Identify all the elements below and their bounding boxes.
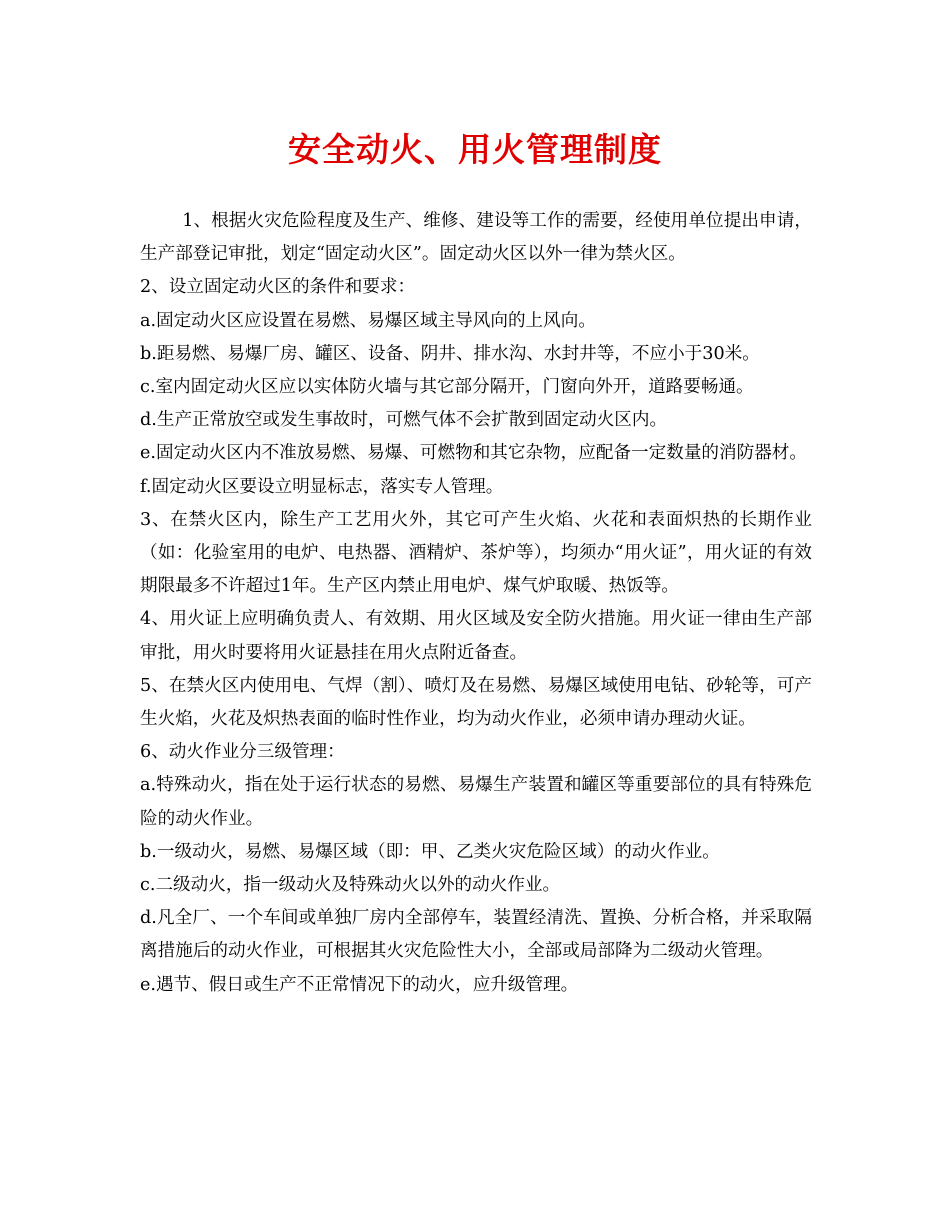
document-title: 安全动火、用火管理制度 [288,130,662,169]
paragraph-3: 3、在禁火区内，除生产工艺用火外，其它可产生火焰、火花和表面炽热的长期作业（如：化验室用的电炉、电热器、酒精炉、茶炉等），均须办“用火证”，用火证的有效期限最多不许超过1年。生产区内禁止用电炉、煤气炉取暖、热饭等。 [140,509,812,597]
paragraph-6: 6、动火作业分三级管理： [140,742,345,763]
paragraph-2a: a.固定动火区应设置在易燃、易爆区域主导风向的上风向。 [140,310,596,331]
paragraph-2b: b.距易燃、易爆厂房、罐区、设备、阴井、排水沟、水封井等，不应小于30米。 [140,343,760,364]
document-body [140,205,812,1002]
paragraph-6e: e.遇节、假日或生产不正常情况下的动火，应升级管理。 [140,974,579,995]
paragraph-2: 2、设立固定动火区的条件和要求： [140,277,416,298]
paragraph-1: 1、根据火灾危险程度及生产、维修、建设等工作的需要，经使用单位提出申请，生产部登记审批，划定“固定动火区”。固定动火区以外一律为禁火区。 [140,211,812,265]
paragraph-6a: a.特殊动火，指在处于运行状态的易燃、易爆生产装置和罐区等重要部位的具有特殊危险的动火作业。 [140,775,812,829]
paragraph-2d: d.生产正常放空或发生事故时，可燃气体不会扩散到固定动火区内。 [140,410,668,431]
paragraph-6b: b.一级动火，易燃、易爆区域（即：甲、乙类火灾危险区域）的动火作业。 [140,841,720,862]
paragraph-5: 5、在禁火区内使用电、气焊（割）、喷灯及在易燃、易爆区域使用电钻、砂轮等，可产生火焰，火花及炽热表面的临时性作业，均为动火作业，必须申请办理动火证。 [140,675,812,730]
paragraph-4: 4、用火证上应明确负责人、有效期、用火区域及安全防火措施。用火证一律由生产部审批，用火时要将用火证悬挂在用火点附近备查。 [140,609,812,663]
paragraph-2c: c.室内固定动火区应以实体防火墙与其它部分隔开，门窗向外开，道路要畅通。 [140,377,754,398]
paragraph-6d: d.凡全厂、一个车间或单独厂房内全部停车，装置经清洗、置换、分析合格，并采取隔离措施后的动火作业，可根据其火灾危险性大小，全部或局部降为二级动火管理。 [140,908,812,962]
paragraph-2f: f.固定动火区要设立明显标志，落实专人管理。 [140,476,504,497]
paragraph-6c: c.二级动火，指一级动火及特殊动火以外的动火作业。 [140,875,561,896]
paragraph-2e: e.固定动火区内不准放易燃、易爆、可燃物和其它杂物，应配备一定数量的消防器材。 [140,443,807,464]
